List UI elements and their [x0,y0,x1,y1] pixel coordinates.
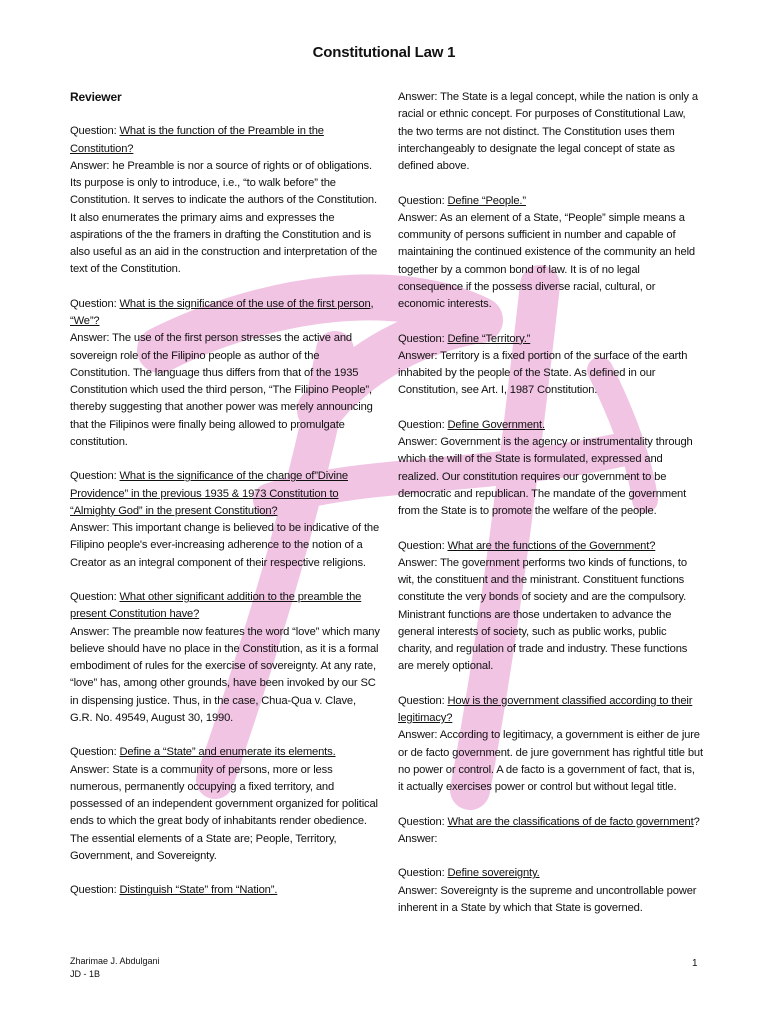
answer: Answer: The State is a legal concept, while the nation is only a racial or ethnic concept. For purposes of Constitutional Law, the two terms are not distinct. The Constitution uses them interchangeably to designate the legal concept of state as defined above. [398,91,698,172]
answer: Answer: This important change is believed to be indicative of the Filipino people's ever-increasing adherence to the notion of a Creator as an integral component of their respective religions. [70,522,380,569]
page-number: 1 [692,958,698,969]
qa-item [70,882,380,899]
question-prefix: Question: [398,418,448,431]
question-prefix: Question: [398,194,448,207]
qa-item [70,589,380,727]
question-text: What is the significance of the change of”Divine Providence” in the previous 1935 & 1973 Constitution to “Almighty God” in the present Constitution? [70,470,348,517]
question [70,589,380,624]
question [70,123,380,158]
question-text: What is the significance of the use of the first person, “We”? [70,297,374,327]
answer: Answer: According to legitimacy, a government is either de jure or de facto government. de jure government has rightful title but no power or control. A de facto is a government of fact, that is, it actually exercises power or control but without legal title. [398,729,703,793]
question-prefix: Question: [398,694,448,707]
left-qa-list [70,123,380,899]
question-prefix: Question: [70,297,120,310]
footer-author: Zharimae J. Abdulgani [70,956,160,966]
question [398,538,703,555]
question-prefix: Question: [70,591,120,603]
question-text: Define Government. [447,418,545,431]
answer: Answer: As an element of a State, “People” simple means a community of persons sufficient in number and capable of maintaining the continued existence of the community an held together by a common bond of law. It is of no legal consequence if the possess diverse racial, cultural, or economic interests. [398,211,695,310]
qa-item [70,468,380,572]
qa-item [70,123,380,278]
question-text: What other significant addition to the preamble the present Constitution have? [70,591,362,621]
question-text: Define sovereignty. [447,867,540,880]
section-heading: Reviewer [70,90,122,104]
qa-item [398,693,703,797]
question-suffix: ? [693,815,700,828]
qa-item [398,193,703,314]
answer: Answer: [398,832,438,845]
qa-item [398,417,703,521]
question-text: How is the government classified according to their legitimacy? [398,694,693,724]
question [398,693,703,728]
question [398,331,703,348]
question-prefix: Question: [398,867,448,880]
answer: Answer: Territory is a fixed portion of the surface of the earth inhabited by the people of the State. As defined in our Constitution, see Art. I, 1987 Constitution. [398,349,688,397]
page-title: Constitutional Law 1 [312,44,456,61]
question [398,193,703,210]
question [398,865,703,882]
question-prefix: Question: [398,539,448,552]
question [70,296,380,331]
question [70,744,380,761]
right-column [398,89,703,934]
question-prefix: Question: [398,332,448,345]
qa-item [70,296,380,451]
right-qa-list [398,89,703,917]
question [398,814,703,831]
question [70,882,380,899]
answer: Answer: Government is the agency or instrumentality through which the will of the State is formulated, expressed and realized. Our constitution requires our government to be democratic and republican. The mandate of the government from the State is to promote the welfare of the people. [398,436,693,517]
qa-item [398,814,703,849]
qa-item [398,89,703,175]
question-text: Define “People.” [447,194,526,207]
question-text: Define a “State” and enumerate its elements. [119,746,336,759]
question-text: What are the functions of the Government? [447,539,656,552]
question-prefix: Question: [70,125,120,138]
question [70,468,380,520]
question-text: Define “Territory.” [447,332,531,345]
question-prefix: Question: [70,746,120,759]
footer-author-block [70,955,160,981]
footer-course: JD - 1B [70,969,101,979]
question-text: Distinguish “State” from “Nation”. [119,884,278,897]
answer: Answer: The preamble now features the word “love” which many believe should have no place in the Constitution, as it is a formal embodiment of rules for the exercise of sovereignty. At any rate, “love” has, among other grounds, have been invoked by our SC in dispensing justice. Thus, in the case, Chua-Qua v. Clave, G.R. No. 49549, August 30, 1990. [70,625,380,724]
qa-item [398,538,703,676]
answer: Answer: State is a community of persons, more or less numerous, permanently occupying a fixed territory, and possessed of an independent government organized for political ends to which the great body of inhabitants render obedience. The essential elements of a State are; People, Territory, Government, and Sovereignty. [70,763,378,862]
question-text: What are the classifications of de facto government [447,815,694,828]
answer: Answer: The use of the first person stresses the active and sovereign role of the Filipino people as author of the Constitution. The language thus differs from that of the 1935 Constitution which used the third person, “The Filipino People”, thereby suggesting that another power was merely announcing that the Filipinos were finally being allowed to promulgate constitution. [70,332,373,448]
qa-item [398,865,703,917]
qa-item [398,331,703,400]
question-prefix: Question: [70,470,120,483]
question [398,417,703,434]
question-prefix: Question: [398,815,448,828]
answer: Answer: Sovereignty is the supreme and uncontrollable power inherent in a State by which that State is governed. [398,884,697,914]
left-column [70,89,380,917]
answer: Answer: he Preamble is nor a source of rights or of obligations. Its purpose is only to introduce, i.e., “to walk before” the Constitution. It serves to indicate the authors of the Constitution. It also enumerates the primary aims and expresses the aspirations of the the framers in drafting the Constitution and is also useful as an aid in the construction and interpretation of the text of the Constitution. [70,159,378,276]
question-prefix: Question: [70,884,120,897]
question-text: What is the function of the Preamble in the Constitution? [70,125,324,155]
answer: Answer: The government performs two kinds of functions, to wit, the constituent and the ministrant. Constituent functions constitute the very bonds of society and are the compulsory. Ministrant functions are those undertaken to advance the general interests of society, such as public works, public charity, and regulation of trade and industry. These functions are merely optional. [398,556,688,673]
qa-item [70,744,380,865]
